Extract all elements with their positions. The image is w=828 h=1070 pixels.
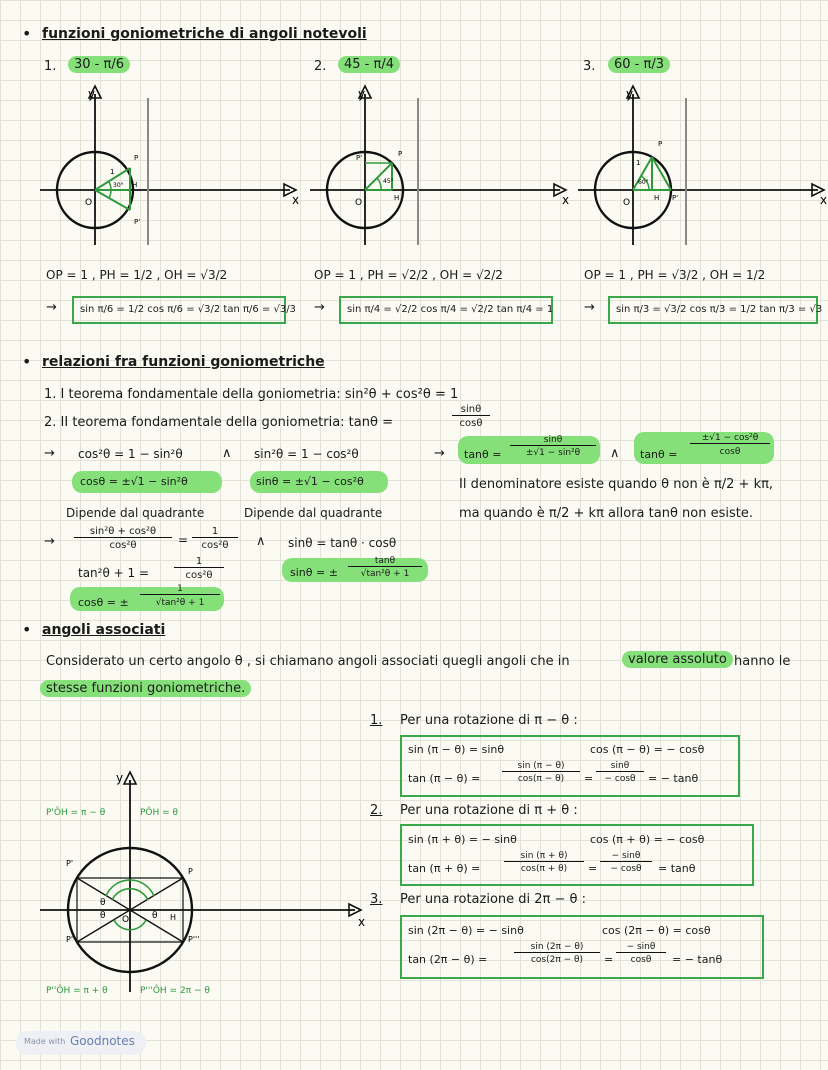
cos-tan-formula: cosθ = ±: [78, 596, 129, 609]
angle-label-45: 45 - π/4: [338, 56, 400, 73]
angle-label-pi-minus-theta: P'ÔH = π − θ: [46, 808, 106, 818]
sin-line: sin (π − θ) = sinθ: [408, 743, 505, 756]
tan-result: = − tanθ: [648, 772, 699, 785]
point-p: P: [188, 867, 193, 876]
cos-squared-formula: cos²θ = 1 − sin²θ: [78, 447, 183, 461]
angle-mark: 60°: [638, 179, 649, 186]
fraction-den: cosθ: [459, 418, 483, 429]
angle-mark: 30°: [113, 182, 124, 189]
arrow: →: [314, 300, 325, 315]
section-title-notable-angles: funzioni goniometriche di angoli notevoli: [42, 26, 367, 42]
angle-label-30: 30 - π/6: [68, 56, 130, 73]
intro-highlight: valore assoluto: [622, 651, 733, 668]
point-o: O: [85, 198, 93, 208]
tan-line: tan (2π − θ) =: [408, 953, 488, 966]
cos-line: cos (π − θ) = − cosθ: [590, 743, 705, 756]
point-h: H: [170, 913, 177, 922]
bullet: •: [22, 352, 32, 371]
tan-result: = tanθ: [658, 862, 696, 875]
quadrant-note-1: Dipende dal quadrante: [66, 506, 205, 520]
point-p-prime: P': [672, 194, 679, 202]
segment-one: 1: [636, 159, 641, 167]
theta-mark: θ: [152, 911, 158, 921]
y-axis-label: y: [358, 87, 366, 101]
fraction-den: − cosθ: [604, 774, 636, 784]
angle-label-theta: PÔH = θ: [140, 808, 179, 818]
first-theorem: 1. I teorema fondamentale della goniometria: sin²θ + cos²θ = 1: [44, 387, 459, 402]
y-axis-label: y: [88, 87, 96, 101]
point-p-double: P'': [66, 935, 76, 944]
denominator-note-2: ma quando è π/2 + kπ allora tanθ non esiste.: [459, 506, 753, 521]
fraction-num: sin²θ + cos²θ: [74, 526, 172, 538]
fraction-den: cos(2π − θ): [530, 955, 584, 965]
arrow: →: [434, 446, 445, 461]
equals: =: [604, 953, 614, 966]
result-box-45: sin π/4 = √2/2 cos π/4 = √2/2 tan π/4 = 1: [339, 296, 553, 324]
arrow: →: [46, 300, 57, 315]
angle-mark: 45°: [383, 178, 394, 185]
bullet: •: [22, 620, 32, 639]
arrow: →: [44, 534, 55, 549]
fraction-num: sin (π − θ): [502, 761, 580, 772]
point-h: H: [394, 194, 400, 202]
point-p-triple: P''': [188, 935, 200, 944]
equals: =: [584, 772, 594, 785]
fraction-den: cos²θ: [185, 570, 213, 581]
goodnotes-brand: Goodnotes: [70, 1034, 135, 1048]
section-title-relations: relazioni fra funzioni goniometriche: [42, 354, 325, 370]
y-axis-label: y: [626, 87, 634, 101]
x-axis-label: x: [358, 915, 366, 929]
point-h: H: [654, 194, 660, 202]
fraction-num: − sinθ: [600, 851, 652, 862]
point-p-prime: P': [356, 154, 363, 162]
second-theorem: 2. II teorema fondamentale della goniometria: tanθ =: [44, 415, 393, 430]
rotation-number-1: 1.: [370, 713, 383, 728]
fraction-den: cos(π + θ): [520, 864, 568, 874]
intro-highlight-2: stesse funzioni goniometriche.: [40, 680, 251, 697]
fraction-num: sinθ: [452, 404, 490, 416]
arrow: →: [584, 300, 595, 315]
made-with-label: Made with: [24, 1037, 66, 1046]
cos-line: cos (2π − θ) = cosθ: [602, 924, 711, 937]
fraction-num: sin (π + θ): [504, 851, 584, 862]
circle-diagram-30: [30, 80, 310, 250]
intro-text: Considerato un certo angolo θ , si chiamano angoli associati quegli angoli che in: [46, 654, 570, 669]
segments-45: OP = 1 , PH = √2/2 , OH = √2/2: [314, 268, 503, 282]
fraction-num: sinθ: [510, 435, 596, 446]
tan-result: = − tanθ: [672, 953, 723, 966]
point-h: H: [132, 181, 138, 189]
fraction-num: sinθ: [596, 761, 644, 772]
and-symbol: ∧: [610, 446, 620, 461]
sin-formula: sinθ = ±√1 − cos²θ: [256, 475, 364, 488]
rotation-number-2: 2.: [370, 803, 383, 818]
sin-tan-relation: sinθ = tanθ · cosθ: [288, 536, 397, 550]
fraction-den: cosθ: [719, 447, 741, 457]
x-axis-label: x: [820, 193, 828, 207]
result-box-30: sin π/6 = 1/2 cos π/6 = √3/2 tan π/6 = √3/3: [72, 296, 286, 324]
segments-60: OP = 1 , PH = √3/2 , OH = 1/2: [584, 268, 766, 282]
x-axis-label: x: [292, 193, 300, 207]
fraction-num: tanθ: [348, 556, 422, 567]
sin-line: sin (2π − θ) = − sinθ: [408, 924, 524, 937]
point-p-prime: P': [134, 218, 141, 226]
segment-one: 1: [110, 168, 115, 176]
bullet: •: [22, 24, 32, 43]
cos-formula: cosθ = ±√1 − sin²θ: [80, 475, 188, 488]
fraction-num: 1: [174, 556, 224, 568]
section-title-associated-angles: angoli associati: [42, 622, 166, 638]
angle-number-1: 1.: [44, 59, 57, 74]
circle-diagram-60: [568, 80, 828, 250]
fraction-den: cosθ: [630, 955, 652, 965]
fraction-num: sin (2π − θ): [514, 942, 600, 953]
x-axis-label: x: [562, 193, 570, 207]
point-o: O: [122, 915, 130, 925]
equals: =: [178, 533, 189, 547]
tan-formula-b: tanθ =: [640, 448, 678, 461]
fraction-den: cos(π − θ): [517, 774, 565, 784]
point-p: P: [134, 154, 139, 162]
angle-label-60: 60 - π/3: [608, 56, 670, 73]
intro-text-end: hanno le: [734, 654, 791, 669]
rotation-number-3: 3.: [370, 892, 383, 907]
and-symbol: ∧: [222, 446, 232, 461]
fraction-den: ±√1 − sin²θ: [525, 448, 581, 458]
angle-label-2pi-minus-theta: P'''ÔH = 2π − θ: [140, 986, 210, 996]
point-o: O: [623, 198, 631, 208]
fraction-den: − cosθ: [610, 864, 642, 874]
fraction-den: cos²θ: [109, 540, 137, 551]
segments-30: OP = 1 , PH = 1/2 , OH = √3/2: [46, 268, 228, 282]
cos-line: cos (π + θ) = − cosθ: [590, 833, 705, 846]
denominator-note-1: Il denominatore esiste quando θ non è π/2 + kπ,: [459, 477, 774, 492]
point-o: O: [355, 198, 363, 208]
y-axis-label: y: [116, 771, 124, 785]
fraction-num: 1: [192, 526, 238, 538]
fraction-den: √tan²θ + 1: [155, 598, 205, 608]
angle-number-2: 2.: [314, 59, 327, 74]
fraction-den: cos²θ: [201, 540, 229, 551]
theta-mark: θ: [100, 898, 106, 908]
point-p-prime: P': [66, 859, 74, 868]
rotation-title-2: Per una rotazione di π + θ :: [400, 803, 578, 818]
arrow: →: [44, 446, 55, 461]
theta-mark: θ: [100, 911, 106, 921]
and-symbol: ∧: [256, 534, 266, 549]
circle-diagram-45: [300, 80, 580, 250]
fraction-num: 1: [140, 584, 220, 595]
fraction-num: ±√1 − cos²θ: [690, 433, 770, 444]
sin-line: sin (π + θ) = − sinθ: [408, 833, 517, 846]
tan-line: tan (π − θ) =: [408, 772, 481, 785]
angle-label-pi-plus-theta: P''ÔH = π + θ: [46, 986, 108, 996]
result-box-60: sin π/3 = √3/2 cos π/3 = 1/2 tan π/3 = √3: [608, 296, 818, 324]
point-p: P: [658, 140, 663, 148]
associated-angles-diagram: [30, 760, 370, 1000]
angle-number-3: 3.: [583, 59, 596, 74]
sin-squared-formula: sin²θ = 1 − cos²θ: [254, 447, 359, 461]
point-p: P: [398, 150, 403, 158]
tan-squared-formula: tan²θ + 1 =: [78, 566, 150, 580]
tan-line: tan (π + θ) =: [408, 862, 481, 875]
equals: =: [588, 862, 598, 875]
rotation-title-1: Per una rotazione di π − θ :: [400, 713, 578, 728]
rotation-title-3: Per una rotazione di 2π − θ :: [400, 892, 586, 907]
fraction-den: √tan²θ + 1: [360, 569, 410, 579]
tan-formula-a: tanθ =: [464, 448, 502, 461]
sin-tan-formula: sinθ = ±: [290, 566, 338, 579]
quadrant-note-2: Dipende dal quadrante: [244, 506, 383, 520]
fraction-num: − sinθ: [616, 942, 666, 953]
